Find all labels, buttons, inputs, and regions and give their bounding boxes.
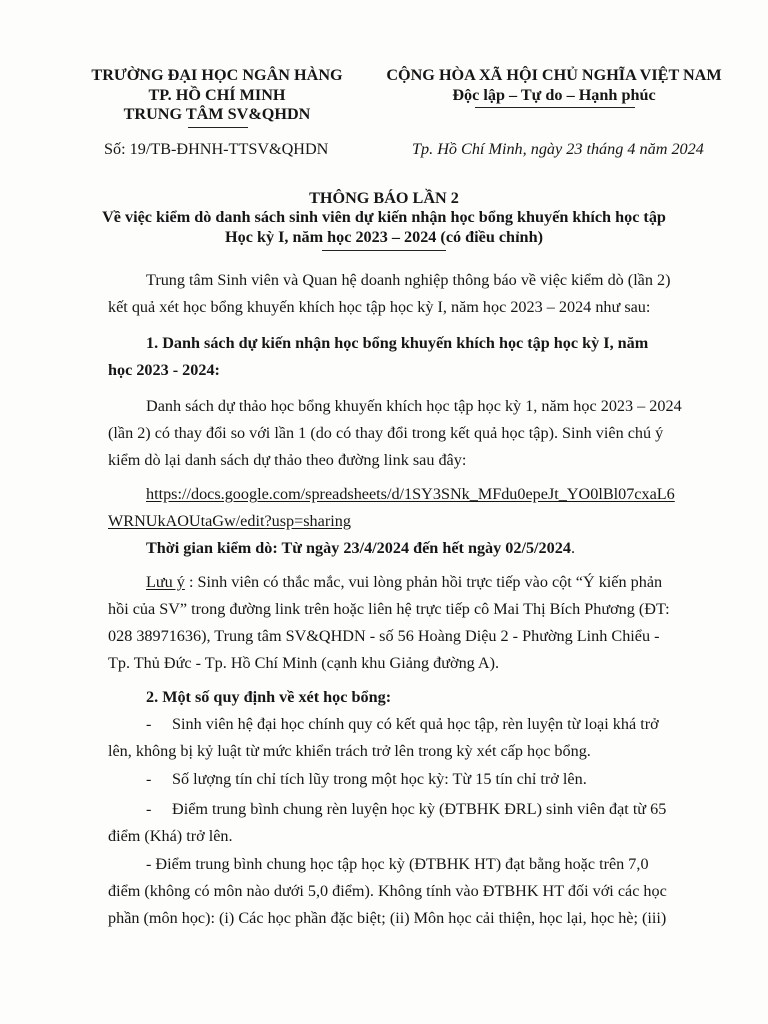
spreadsheet-link-line-2[interactable]: WRNUkAOUtaGw/edit?usp=sharing: [108, 512, 351, 530]
section-1-paragraph-line-3: kiểm dò lại danh sách dự thảo theo đường link sau đây:: [108, 451, 467, 469]
note-line-4: Tp. Thủ Đức - Tp. Hồ Chí Minh (cạnh khu Giảng đường A).: [108, 654, 500, 672]
rule-3-line-1: [146, 800, 666, 819]
rule-2-line-1: [146, 770, 587, 789]
bullet-dash: -: [146, 800, 152, 818]
rule-4-line-3: phần (môn học): (i) Các học phần đặc biệt; (ii) Môn học cải thiện, học lại, học hè; (iii): [108, 909, 667, 927]
title-underline: [322, 250, 446, 251]
rule-2-text-1: Số lượng tín chỉ tích lũy trong một học kỳ: Từ 15 tín chỉ trở lên.: [172, 770, 587, 788]
rule-3-text-1: Điểm trung bình chung rèn luyện học kỳ (ĐTBHK ĐRL) sinh viên đạt từ 65: [172, 800, 667, 818]
place-date: Tp. Hồ Chí Minh, ngày 23 tháng 4 năm 2024: [412, 140, 704, 158]
header-right-line2: Độc lập – Tự do – Hạnh phúc: [452, 86, 656, 104]
section-1-heading-line-1: 1. Danh sách dự kiến nhận học bổng khuyến khích học tập học kỳ I, năm: [146, 334, 649, 352]
note-line-1: [146, 573, 662, 592]
bullet-dash: -: [146, 770, 152, 788]
section-1-paragraph-line-1: Danh sách dự thảo học bổng khuyến khích học tập học kỳ 1, năm học 2023 – 2024: [146, 397, 682, 415]
section-1-paragraph-line-2: (lần 2) có thay đổi so với lần 1 (do có thay đổi trong kết quả học tập). Sinh viên chú ý: [108, 424, 664, 442]
section-1-heading-line-2: học 2023 - 2024:: [108, 361, 220, 379]
rule-1-text-1: Sinh viên hệ đại học chính quy có kết quả học tập, rèn luyện từ loại khá trở: [172, 715, 659, 733]
review-period: [146, 539, 575, 558]
header-right-underline: [475, 107, 635, 108]
note-line-3: 028 38971636), Trung tâm SV&QHDN - số 56 Hoàng Diệu 2 - Phường Linh Chiểu -: [108, 627, 660, 645]
intro-line-2: kết quả xét học bổng khuyến khích học tập học kỳ I, năm học 2023 – 2024 như sau:: [108, 298, 651, 316]
spreadsheet-link-line-1[interactable]: https://docs.google.com/spreadsheets/d/1SY3SNk_MFdu0epeJt_YO0lBl07cxaL6: [146, 485, 675, 503]
header-left-underline: [188, 127, 248, 128]
document-number: Số: 19/TB-ĐHNH-TTSV&QHDN: [104, 140, 329, 158]
review-period-text: Thời gian kiểm dò: Từ ngày 23/4/2024 đến hết ngày 02/5/2024: [146, 539, 571, 557]
note-line-2: hồi của SV” trong đường link trên hoặc liên hệ trực tiếp cô Mai Thị Bích Phương (ĐT:: [108, 600, 670, 618]
header-right-line1: CỘNG HÒA XÃ HỘI CHỦ NGHĨA VIỆT NAM: [386, 66, 722, 84]
rule-4-line-2: điểm (không có môn nào dưới 5,0 điểm). Không tính vào ĐTBHK HT đối với các học: [108, 882, 667, 900]
review-period-dot: .: [570, 539, 575, 557]
note-label: Lưu ý: [146, 573, 185, 591]
notice-subtitle-2: Học kỳ I, năm học 2023 – 2024 (có điều chỉnh): [225, 228, 543, 246]
section-2-heading: 2. Một số quy định về xét học bổng:: [146, 688, 392, 706]
notice-title: THÔNG BÁO LẦN 2: [309, 189, 459, 207]
rule-4-line-1: [146, 855, 649, 874]
header-left-line1: TRƯỜNG ĐẠI HỌC NGÂN HÀNG: [91, 66, 343, 84]
bullet-dash: -: [146, 855, 152, 873]
note-text-1: : Sinh viên có thắc mắc, vui lòng phản hồi trực tiếp vào cột “Ý kiến phản: [184, 573, 663, 591]
rule-1-line-1: [146, 715, 659, 734]
notice-subtitle-1: Về việc kiểm dò danh sách sinh viên dự kiến nhận học bổng khuyến khích học tập: [102, 208, 666, 226]
header-left-line2: TP. HỒ CHÍ MINH: [148, 86, 286, 104]
rule-3-line-2: điểm (Khá) trở lên.: [108, 827, 233, 845]
bullet-dash: -: [146, 715, 152, 733]
rule-4-text-1: Điểm trung bình chung học tập học kỳ (ĐTBHK HT) đạt bằng hoặc trên 7,0: [155, 855, 649, 873]
rule-1-line-2: lên, không bị kỷ luật từ mức khiển trách trở lên trong kỳ xét cấp học bổng.: [108, 742, 591, 760]
header-left-line3: TRUNG TÂM SV&QHDN: [123, 105, 311, 123]
intro-line-1: Trung tâm Sinh viên và Quan hệ doanh nghiệp thông báo về việc kiểm dò (lần 2): [146, 271, 671, 289]
